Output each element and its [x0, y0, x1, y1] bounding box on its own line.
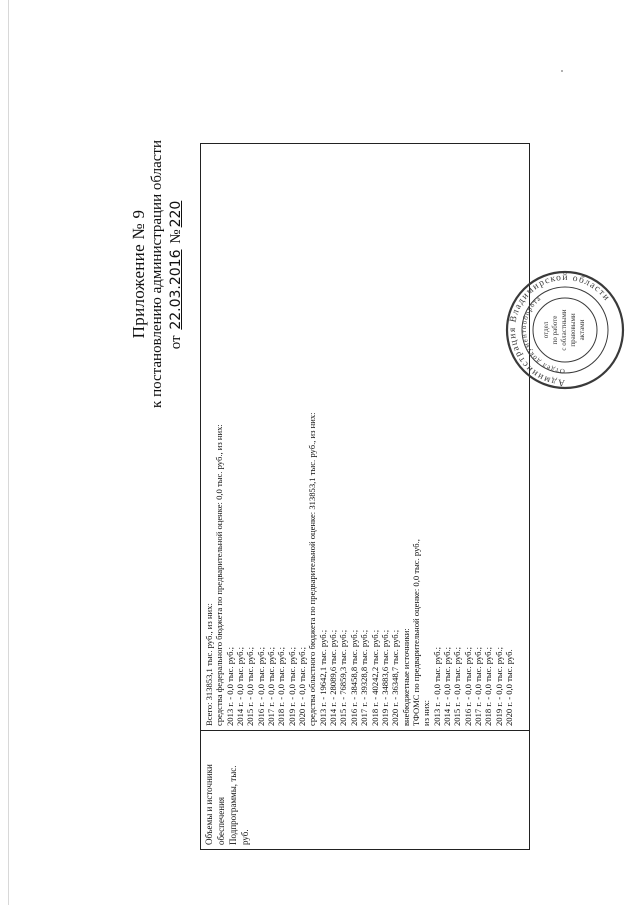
value-line: 2013 г. - 0,0 тыс. руб.; [224, 646, 235, 726]
seal-center-line: правовыми [569, 313, 577, 347]
value-line: 2014 г. - 28089,6 тыс. руб.; [328, 629, 339, 726]
value-line: 2017 г. - 39328,8 тыс. руб.; [359, 629, 370, 726]
value-line: 2020 г. - 0,0 тыс. руб.; [297, 646, 308, 726]
seal-center-line: актами [578, 319, 586, 341]
label-line: обеспечения [216, 796, 226, 845]
handwritten-date: 22.03.2016 [168, 249, 184, 330]
number-prefix: № [168, 229, 184, 244]
value-line: 2018 г. - 0,0 тыс. руб.; [483, 646, 494, 726]
scan-edge-line [8, 0, 9, 905]
seal-inner-ring-text: Отдел документооборота [519, 294, 566, 376]
seal-ring-text: Администрация Владимирской области [507, 272, 612, 388]
value-line: 2014 г. - 0,0 тыс. руб.; [441, 646, 452, 726]
value-line: 2019 г. - 0,0 тыс. руб.; [286, 646, 297, 726]
value-line: 2015 г. - 0,0 тыс. руб.; [452, 646, 463, 726]
appendix-title: Приложение № 9 [129, 209, 148, 339]
scan-speck [561, 70, 563, 72]
label-line: Объемы и источники [204, 764, 214, 845]
value-line: 2017 г. - 0,0 тыс. руб.; [472, 646, 483, 726]
value-line: 2016 г. - 0,0 тыс. руб.; [462, 646, 473, 726]
resolution-reference: к постановлению администрации области [149, 140, 165, 408]
document-heading [130, 140, 185, 408]
value-line: внебюджетные источники: [400, 628, 411, 726]
seal-center-line: отдел [542, 321, 550, 339]
value-line: 2016 г. - 0,0 тыс. руб.; [255, 646, 266, 726]
date-prefix: от [168, 335, 184, 350]
table-value-cell [201, 144, 529, 730]
funding-table [200, 143, 530, 850]
value-line: 2019 г. - 0,0 тыс. руб.; [493, 646, 504, 726]
value-line: 2020 г. - 0,0 тыс. руб. [503, 649, 514, 726]
value-line: 2014 г. - 0,0 тыс. руб.; [235, 646, 246, 726]
value-line: ТФОМС по предварительной оценке: 0,0 тыс. руб., [410, 539, 421, 726]
value-line: 2018 г. - 0,0 тыс. руб.; [276, 646, 287, 726]
value-line: средства федерального бюджета по предварительной оценке: 0,0 тыс. руб., из них: [214, 424, 225, 726]
value-line: средства областного бюджета по предварительной оценке: 313853,1 тыс. руб., из них: [307, 412, 318, 726]
value-line: 2020 г. - 36348,7 тыс. руб.; [390, 629, 401, 726]
seal-center-line: по работе [551, 315, 559, 345]
value-line: 2016 г. - 38458,8 тыс. руб.; [348, 629, 359, 726]
value-line: из них: [421, 699, 432, 726]
rotated-page [120, 80, 640, 860]
value-line: 2013 г. - 19642,1 тыс. руб.; [317, 629, 328, 726]
seal-center-line: с областными [560, 309, 568, 351]
label-line: Подпрограммы, тыс. [228, 765, 238, 845]
value-line: 2013 г. - 0,0 тыс. руб.; [431, 646, 442, 726]
label-line: руб. [240, 829, 250, 845]
value-line: 2019 г. - 34883,6 тыс. руб.; [379, 629, 390, 726]
value-line: Всего: 313853,1 тыс. руб., из них: [204, 603, 214, 726]
value-line: 2015 г. - 76859,3 тыс. руб.; [338, 629, 349, 726]
value-line: 2017 г. - 0,0 тыс. руб.; [266, 646, 277, 726]
handwritten-number: 220 [168, 200, 184, 228]
official-seal [505, 270, 625, 390]
value-line: 2018 г. - 40242,2 тыс. руб.; [369, 629, 380, 726]
value-line: 2015 г. - 0,0 тыс. руб.; [245, 646, 256, 726]
date-number-line [167, 140, 185, 408]
table-label-cell [201, 730, 529, 849]
